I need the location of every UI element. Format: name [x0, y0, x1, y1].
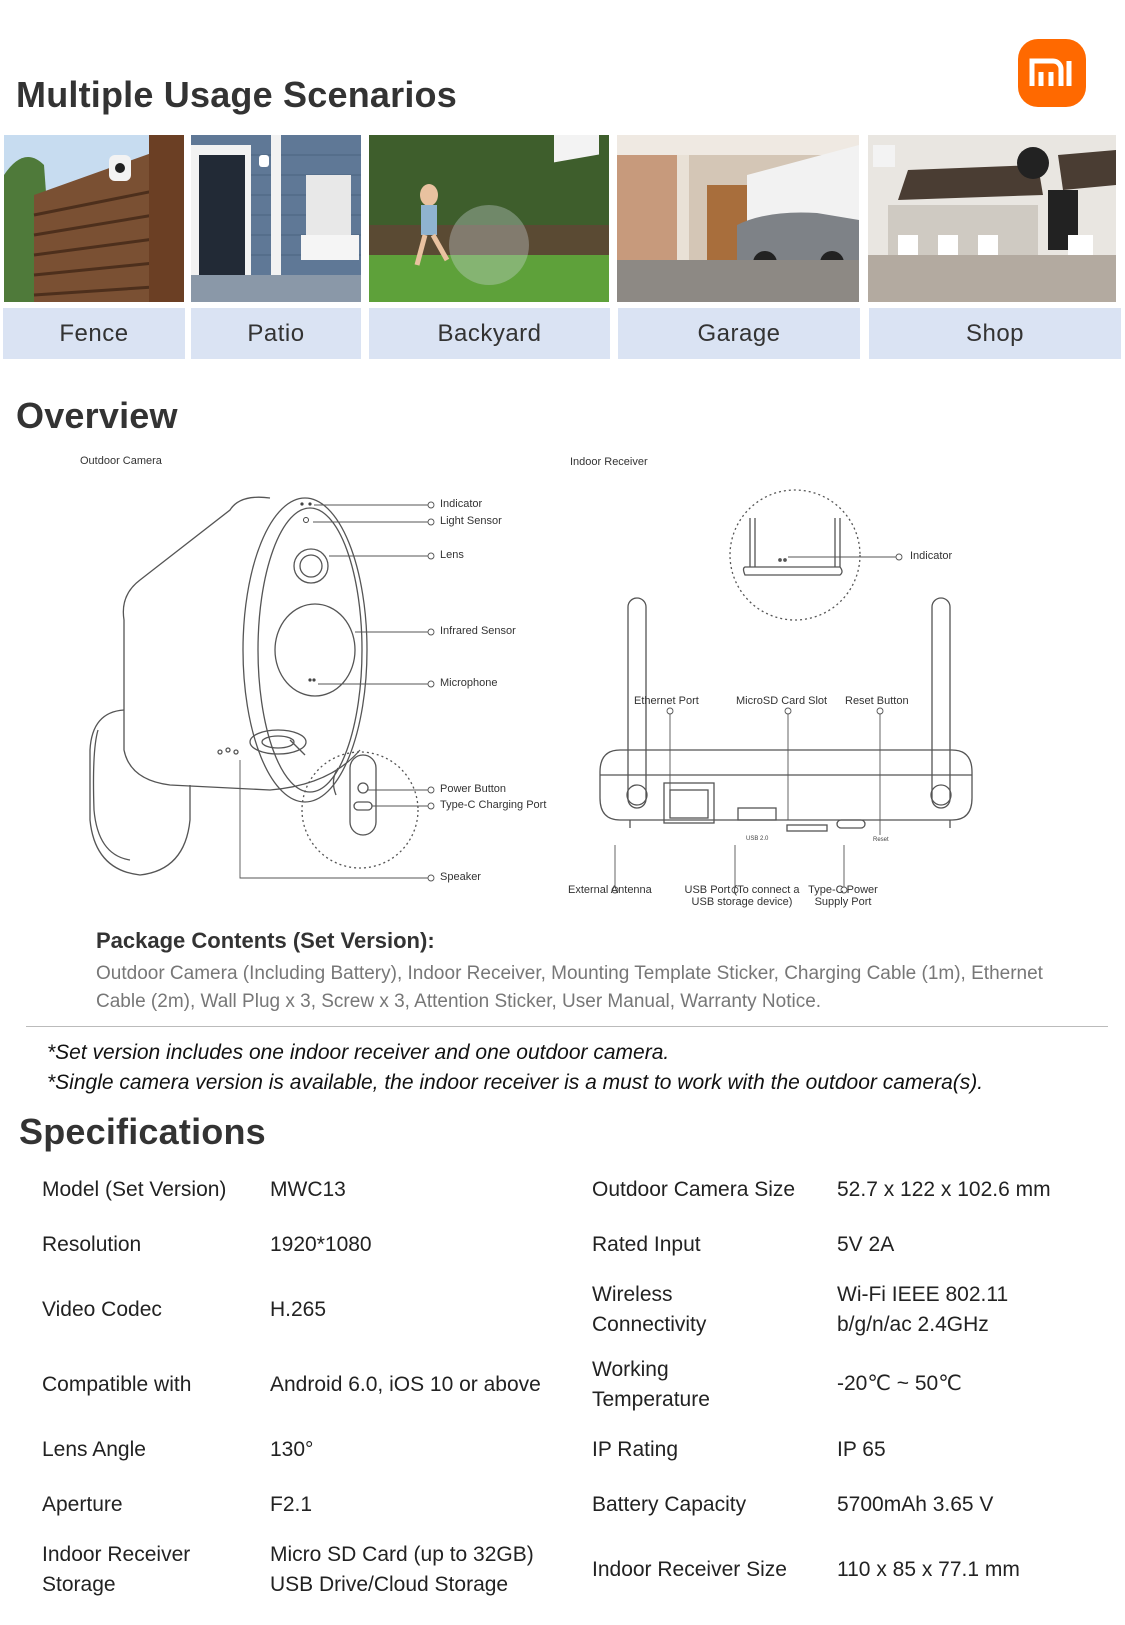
callout-receiver-indicator: Indicator: [910, 550, 953, 562]
spec-label: Rated Input: [592, 1233, 701, 1256]
spec-label: Lens Angle: [42, 1438, 146, 1461]
callout-type-c-power-line2: Supply Port: [814, 896, 872, 908]
specs-title: Specifications: [19, 1111, 266, 1152]
callout-power-button: Power Button: [440, 783, 507, 795]
spec-label: Model (Set Version): [42, 1178, 227, 1201]
reset-port-mark: Reset: [873, 837, 889, 843]
camera-diagram: [0, 450, 560, 920]
spec-label: Indoor Receiver Storage: [42, 1543, 191, 1596]
callout-indicator: Indicator: [440, 498, 483, 510]
note-set-version: *Set version includes one indoor receiver and one outdoor camera.: [47, 1041, 670, 1064]
callout-ethernet-port: Ethernet Port: [634, 695, 699, 707]
spec-value: H.265: [270, 1298, 327, 1321]
callout-type-c-power: [798, 884, 888, 908]
scenario-photo-shop: [868, 135, 1116, 302]
package-title: Package Contents (Set Version):: [96, 928, 435, 953]
spec-label: Aperture: [42, 1493, 123, 1516]
scenario-label-patio: Patio: [191, 308, 361, 359]
scenario-label-garage: Garage: [618, 308, 860, 359]
scenario-photo-fence: [4, 135, 184, 302]
spec-value: F2.1: [270, 1493, 313, 1516]
scenario-photo-garage: [617, 135, 859, 302]
spec-label: Working Temperature: [592, 1358, 710, 1411]
spec-label: Wireless Connectivity: [592, 1283, 707, 1336]
spec-label: Battery Capacity: [592, 1493, 747, 1516]
scenario-label-backyard: Backyard: [369, 308, 610, 359]
mi-logo: [1018, 39, 1086, 107]
spec-label: Video Codec: [42, 1298, 162, 1321]
spec-value: 110 x 85 x 77.1 mm: [837, 1558, 1020, 1581]
spec-label: Resolution: [42, 1233, 142, 1256]
callout-lens: Lens: [440, 549, 464, 561]
spec-value: Micro SD Card (up to 32GB) USB Drive/Cloud Storage: [270, 1543, 534, 1596]
spec-value: 1920*1080: [270, 1233, 372, 1256]
callout-type-c-charging-port: Type-C Charging Port: [440, 799, 547, 811]
scenario-photo-patio: [191, 135, 361, 302]
note-single-camera: *Single camera version is available, the indoor receiver is a must to work with the outdoor camera(s).: [47, 1071, 984, 1094]
divider: [26, 1026, 1108, 1027]
usb-port-mark: USB 2.0: [746, 836, 769, 842]
scenario-label-shop: Shop: [869, 308, 1121, 359]
callout-microphone: Microphone: [440, 677, 498, 689]
spec-value: Android 6.0, iOS 10 or above: [270, 1373, 541, 1396]
spec-value: IP 65: [837, 1438, 886, 1461]
callout-reset-button: Reset Button: [845, 695, 909, 707]
overview-title: Overview: [16, 395, 178, 436]
spec-label: Compatible with: [42, 1373, 192, 1396]
spec-value: MWC13: [270, 1178, 346, 1201]
spec-label: Indoor Receiver Size: [592, 1558, 787, 1581]
callout-usb-port-line2: USB storage device): [691, 896, 793, 908]
spec-label: Outdoor Camera Size: [592, 1178, 796, 1201]
callout-usb-port-line1: USB Port (To connect a: [684, 884, 800, 896]
spec-value: 130°: [270, 1438, 314, 1461]
receiver-diagram: [570, 450, 1020, 920]
spec-value: 52.7 x 122 x 102.6 mm: [837, 1178, 1051, 1201]
receiver-drawing: [570, 450, 1020, 920]
scenario-photo-backyard: [369, 135, 609, 302]
mi-logo-icon: [1029, 58, 1075, 88]
callout-type-c-power-line1: Type-C Power: [808, 884, 878, 896]
package-body: Outdoor Camera (Including Battery), Indoor Receiver, Mounting Template Sticker, Charging Cable (1m), Ethernet Cable (2m), Wall Plug x 3, Screw x 3, Attention Sticker, User Manual, Warranty Notice.: [96, 963, 1043, 1012]
callout-external-antenna: External Antenna: [568, 884, 652, 896]
camera-heading: Outdoor Camera: [80, 455, 162, 467]
callout-light-sensor: Light Sensor: [440, 515, 502, 527]
spec-label: IP Rating: [592, 1438, 678, 1461]
spec-value: Wi-Fi IEEE 802.11 b/g/n/ac 2.4GHz: [837, 1283, 1009, 1336]
spec-value: -20℃ ~ 50℃: [837, 1372, 962, 1395]
scenario-label-fence: Fence: [3, 308, 185, 359]
spec-value: 5700mAh 3.65 V: [837, 1493, 994, 1516]
callout-speaker: Speaker: [440, 871, 481, 883]
spec-value: 5V 2A: [837, 1233, 895, 1256]
callout-microsd-card-slot: MicroSD Card Slot: [736, 695, 828, 707]
callout-usb-port: [677, 884, 807, 908]
page-title: Multiple Usage Scenarios: [16, 74, 457, 115]
callout-infrared-sensor: Infrared Sensor: [440, 625, 516, 637]
receiver-heading: Indoor Receiver: [570, 456, 648, 468]
